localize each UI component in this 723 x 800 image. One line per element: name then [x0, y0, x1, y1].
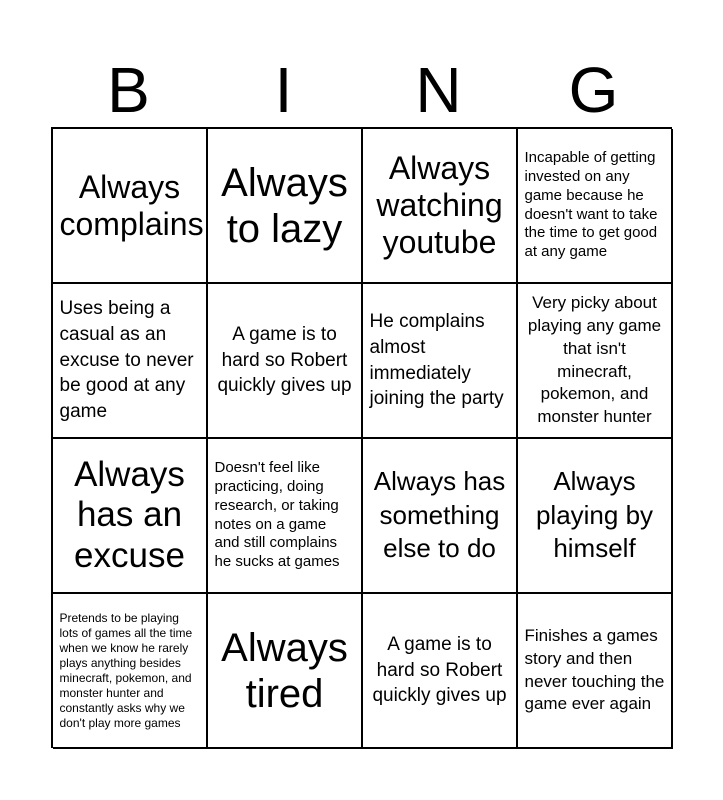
cell-text: He complains almost immediately joining the party	[369, 311, 504, 410]
cell-text: Always complains	[59, 168, 204, 242]
bingo-cell[interactable]	[208, 129, 363, 284]
title-letter-b: B	[107, 54, 150, 126]
bingo-cell[interactable]	[208, 594, 363, 749]
cell-text: Finishes a games story and then never touching the game ever again	[524, 625, 665, 714]
cell-text: Pretends to be playing lots of games all the time when we know he rarely plays anything besides minecraft, pokemon, and monster hunter and constantly asks why we don't play more games	[59, 610, 193, 730]
cell-text: Doesn't feel like practicing, doing research, or taking notes on a game and still complains he sucks at games	[214, 459, 340, 570]
cell-text: A game is to hard so Robert quickly gives up	[217, 324, 352, 397]
cell-text: Uses being a casual as an excuse to never be good at any game	[59, 298, 194, 422]
cell-text: Very picky about playing any game that isn't minecraft, pokemon, and monster hunter	[527, 292, 662, 427]
bingo-cell[interactable]	[208, 439, 363, 594]
bingo-cell[interactable]	[53, 284, 208, 439]
cell-text: Always to lazy	[221, 160, 348, 251]
title-letter-g: G	[568, 54, 619, 126]
bingo-cell[interactable]	[53, 129, 208, 284]
cell-text: Always tired	[221, 625, 348, 716]
cell-text: Always watching youtube	[376, 150, 503, 260]
cell-text: A game is to hard so Robert quickly gives up	[372, 634, 507, 707]
bingo-cell[interactable]	[518, 284, 673, 439]
cell-text: Always has something else to do	[373, 465, 506, 564]
bingo-cell[interactable]	[208, 284, 363, 439]
bingo-cell[interactable]	[363, 129, 518, 284]
cell-text: Incapable of getting invested on any game because he doesn't want to take the time to get good at any game	[524, 149, 658, 260]
bingo-title	[51, 50, 671, 130]
bingo-cell[interactable]	[363, 594, 518, 749]
title-letter-n: N	[415, 54, 462, 126]
bingo-cell[interactable]	[53, 594, 208, 749]
cell-text: Always has an excuse	[74, 455, 185, 575]
cell-text: Always playing by himself	[535, 465, 654, 564]
title-letter-i: I	[274, 54, 293, 126]
bingo-cell[interactable]	[518, 129, 673, 284]
bingo-cell[interactable]	[363, 439, 518, 594]
bingo-cell[interactable]	[518, 439, 673, 594]
bingo-cell[interactable]	[363, 284, 518, 439]
bingo-cell[interactable]	[518, 594, 673, 749]
bingo-grid	[51, 127, 672, 748]
bingo-cell[interactable]	[53, 439, 208, 594]
